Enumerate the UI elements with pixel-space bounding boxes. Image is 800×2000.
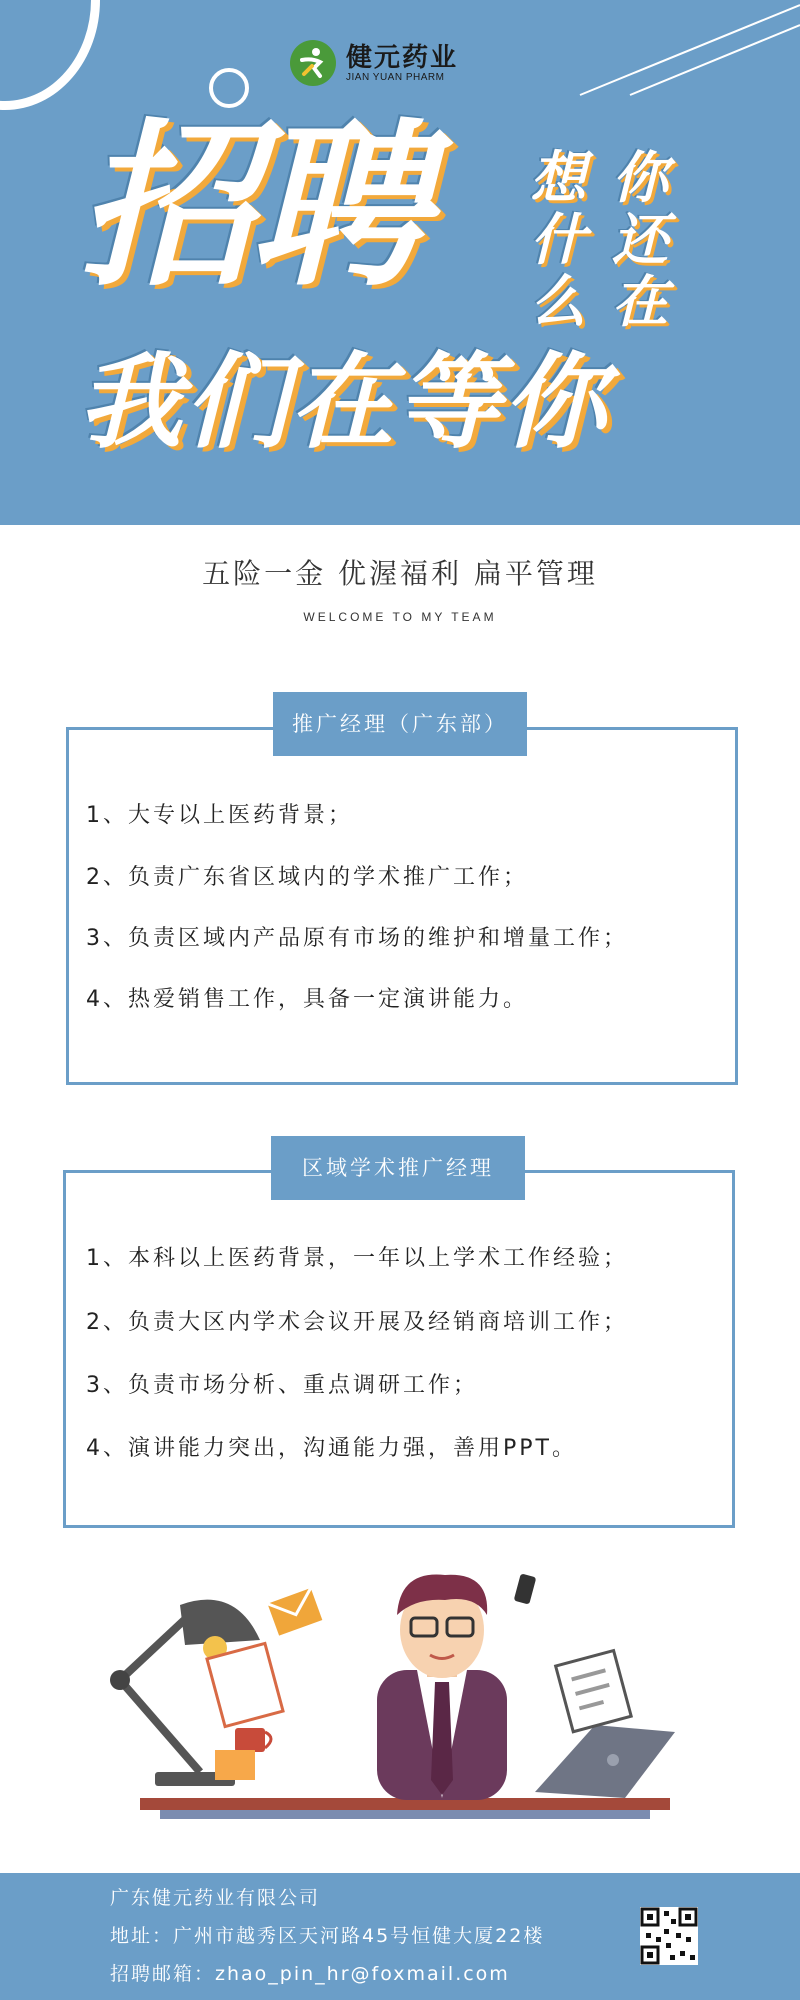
company-address: 地址：广州市越秀区天河路45号恒健大厦22楼 (110, 1925, 545, 1947)
side-char: 想 (530, 146, 586, 211)
requirement-item: 2、负责大区内学术会议开展及经销商培训工作； (86, 1310, 628, 1335)
benefits-line: 五险一金 优渥福利 扁平管理 (202, 557, 598, 590)
company-name: 广东健元药业有限公司 (110, 1887, 321, 1909)
headline-recruit: 招聘 (78, 103, 422, 310)
headline-side-column-b (612, 148, 668, 334)
requirement-item: 4、演讲能力突出，沟通能力强，善用PPT。 (86, 1436, 577, 1461)
decorative-small-ring (209, 68, 249, 108)
decorative-ring (0, 0, 100, 110)
recruit-email: 招聘邮箱：zhao_pin_hr@foxmail.com (110, 1963, 510, 1985)
office-worker-illustration (95, 1560, 695, 1835)
requirement-item: 3、负责市场分析、重点调研工作； (86, 1373, 478, 1398)
leaping-figure-icon (290, 40, 336, 86)
envelope-icon (267, 1588, 322, 1636)
requirement-item: 1、本科以上医药背景，一年以上学术工作经验； (86, 1246, 628, 1271)
requirement-item: 4、热爱销售工作，具备一定演讲能力。 (86, 987, 528, 1012)
side-char: 在 (612, 270, 668, 335)
qr-code-icon (640, 1907, 698, 1965)
logo-name-en: JIAN YUAN PHARM (346, 71, 445, 83)
phone-icon (514, 1573, 537, 1604)
coffee-cup-icon (235, 1728, 271, 1752)
side-char: 什 (530, 208, 586, 273)
job-title-tag: 推广经理（广东部） (273, 692, 527, 756)
side-char: 你 (612, 146, 668, 211)
laptop-icon (535, 1725, 675, 1798)
hero-banner (0, 0, 800, 525)
document-icon (556, 1651, 632, 1732)
requirement-item: 2、负责广东省区域内的学术推广工作； (86, 865, 528, 890)
company-logo (290, 40, 458, 86)
welcome-tagline: WELCOME TO MY TEAM (303, 610, 497, 624)
job-card-regional-academic-manager (63, 1170, 735, 1528)
decorative-lines (570, 0, 800, 110)
logo-name-cn: 健元药业 (346, 42, 459, 73)
requirement-item: 1、大专以上医药背景； (86, 803, 353, 828)
headline-side-column-a (530, 148, 586, 334)
headline-we-wait: 我们在等你 (78, 341, 609, 463)
requirement-item: 3、负责区域内产品原有市场的维护和增量工作； (86, 926, 628, 951)
side-char: 么 (530, 270, 586, 335)
side-char: 还 (612, 208, 668, 273)
job-title-tag: 区域学术推广经理 (271, 1136, 525, 1200)
businessman-avatar (377, 1575, 507, 1801)
job-card-promotion-manager (66, 727, 738, 1085)
